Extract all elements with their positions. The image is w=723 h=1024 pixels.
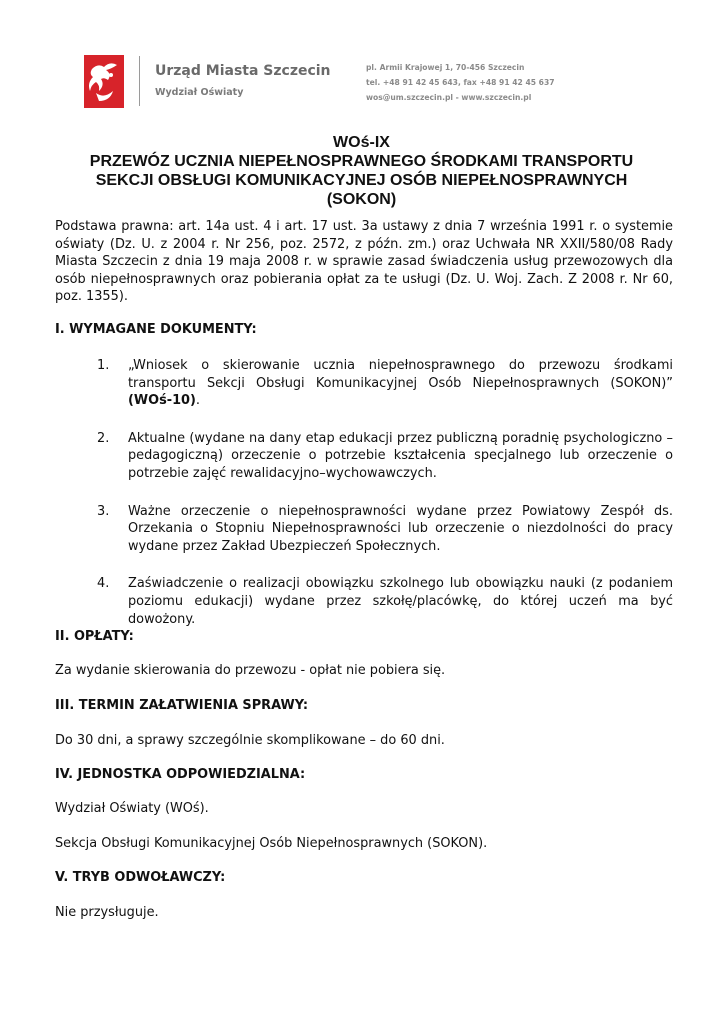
fees-text: Za wydanie skierowania do przewozu - opłat nie pobiera się. bbox=[55, 663, 446, 678]
letterhead bbox=[0, 0, 723, 120]
deadline-text: Do 30 dni, a sprawy szczególnie skomplikowane – do 60 dni. bbox=[55, 733, 445, 748]
list-item bbox=[55, 575, 673, 628]
address-line: pl. Armii Krajowej 1, 70-456 Szczecin bbox=[366, 63, 525, 72]
section-heading-appeal: V. TRYB ODWOŁAWCZY: bbox=[55, 870, 226, 885]
web-line: wos@um.szczecin.pl - www.szczecin.pl bbox=[366, 93, 532, 102]
unit-line-1: Wydział Oświaty (WOś). bbox=[55, 801, 209, 816]
unit-line-2: Sekcja Obsługi Komunikacyjnej Osób Niepełnosprawnych (SOKON). bbox=[55, 836, 488, 851]
phone-line: tel. +48 91 42 45 643, fax +48 91 42 45 637 bbox=[366, 78, 555, 87]
item-tail: . bbox=[195, 393, 201, 409]
city-logo bbox=[84, 55, 124, 108]
list-item bbox=[55, 357, 673, 410]
item-number: 4. bbox=[97, 576, 110, 592]
section-heading-documents: I. WYMAGANE DOKUMENTY: bbox=[55, 322, 257, 337]
required-documents-list bbox=[55, 357, 673, 648]
document-title bbox=[0, 152, 723, 209]
list-item bbox=[55, 430, 673, 483]
section-heading-deadline: III. TERMIN ZAŁATWIENIA SPRAWY: bbox=[55, 698, 309, 713]
item-text: Ważne orzeczenie o niepełnosprawności wydane przez Powiatowy Zespół ds. Orzekania o Stopniu Niepełnosprawności lub orzeczenie o niezdolności do pracy wydane przez Zakład Ubezpieczeń Społecznych. bbox=[128, 503, 673, 554]
title-line: SEKCJI OBSŁUGI KOMUNIKACYJNEJ OSÓB NIEPEŁNOSPRAWNYCH bbox=[95, 172, 628, 189]
item-text: Aktualne (wydane na dany etap edukacji przez publiczną poradnię psychologiczno – pedagogiczną) orzeczenie o potrzebie kształcenia specjalnego lub orzeczenie o potrzebie zajęć rewalidacyjno–wychowawczych. bbox=[128, 430, 673, 481]
section-heading-unit: IV. JEDNOSTKA ODPOWIEDZIALNA: bbox=[55, 767, 306, 782]
appeal-text: Nie przysługuje. bbox=[55, 905, 159, 920]
item-text: „Wniosek o skierowanie ucznia niepełnosprawnego do przewozu środkami transportu Sekcji Obsługi Komunikacyjnej Osób Niepełnosprawnych (SOKON)” bbox=[128, 358, 673, 391]
list-item bbox=[55, 503, 673, 556]
office-name: Urząd Miasta Szczecin bbox=[155, 63, 331, 79]
document-code: WOś-IX bbox=[333, 134, 390, 151]
item-text: Zaświadczenie o realizacji obowiązku szkolnego lub obowiązku nauki (z podaniem poziomu edukacji) wydane przez szkołę/placówkę, do której uczeń ma być dowożony. bbox=[128, 576, 673, 627]
contact-block bbox=[366, 60, 555, 105]
griffin-icon bbox=[84, 55, 124, 108]
title-line: (SOKON) bbox=[326, 191, 397, 208]
item-number: 2. bbox=[97, 430, 110, 446]
legal-basis: Podstawa prawna: art. 14a ust. 4 i art. 17 ust. 3a ustawy z dnia 7 września 1991 r. o systemie oświaty (Dz. U. z 2004 r. Nr 256, poz. 2572, z późn. zm.) oraz Uchwała NR XXII/580/08 Rady Miasta Szczecin z dnia 19 maja 2008 r. w sprawie zasad świadczenia usług przewozowych dla osób niepełnosprawnych oraz pobierania opłat za te usługi (Dz. U. Woj. Zach. Z 2008 r. Nr 60, poz. 1355). bbox=[55, 219, 673, 305]
form-code: (WOś-10) bbox=[128, 393, 196, 409]
department-name: Wydział Oświaty bbox=[155, 87, 244, 98]
header-divider bbox=[139, 56, 140, 106]
title-line: PRZEWÓZ UCZNIA NIEPEŁNOSPRAWNEGO ŚRODKAMI TRANSPORTU bbox=[89, 153, 634, 170]
item-number: 3. bbox=[97, 503, 110, 519]
section-heading-fees: II. OPŁATY: bbox=[55, 629, 134, 644]
item-number: 1. bbox=[97, 358, 110, 373]
